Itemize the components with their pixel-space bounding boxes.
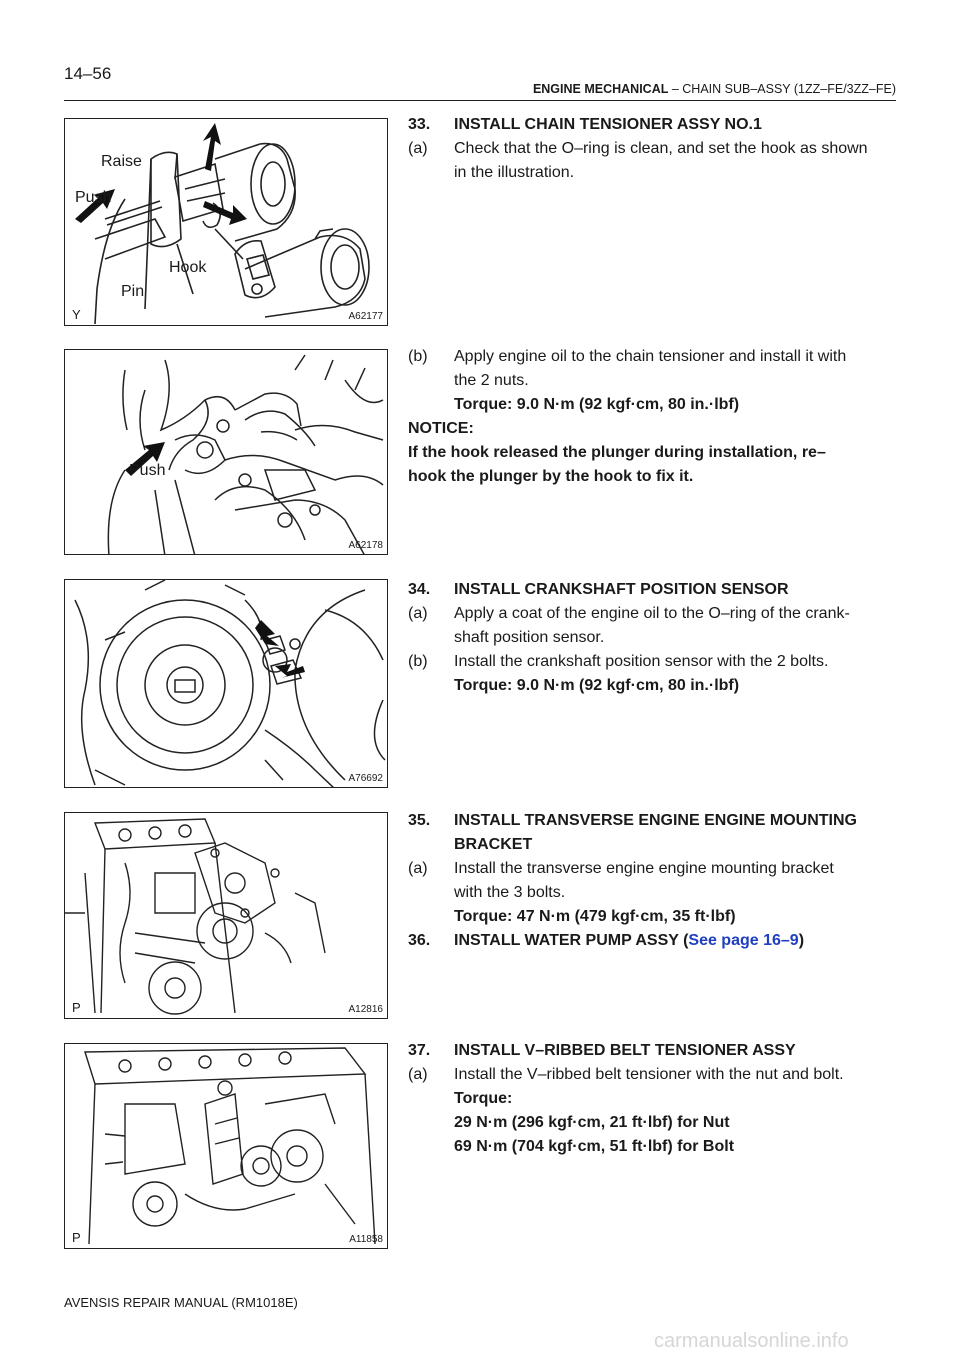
torque-spec-nut: 29 N·m (296 kgf·cm, 21 ft·lbf) for Nut (454, 1114, 730, 1131)
crankshaft-sensor-illustration (65, 580, 388, 788)
substep-text: Apply engine oil to the chain tensioner and install it with (454, 348, 847, 365)
substep-label: (b) (408, 348, 428, 365)
figure-code: A62178 (348, 540, 383, 551)
step-title-close: ) (798, 932, 805, 949)
label-push: Push (75, 189, 112, 206)
figure-mounting-bracket (64, 812, 388, 1019)
header-subsection: CHAIN SUB–ASSY (1ZZ–FE/3ZZ–FE) (682, 82, 896, 96)
substep-label: (a) (408, 140, 428, 157)
figure-code: A76692 (348, 773, 383, 784)
substep-text: Install the V–ribbed belt tensioner with the nut and bolt. (454, 1066, 844, 1083)
step-number: 34. (408, 581, 431, 598)
torque-spec: Torque: 47 N·m (479 kgf·cm, 35 ft·lbf) (454, 908, 736, 925)
substep-text-cont: the 2 nuts. (454, 372, 529, 389)
substep-text-cont: in the illustration. (454, 164, 575, 181)
instructions-column (408, 113, 896, 1273)
figure-code: A62177 (348, 311, 383, 322)
step-number: 36. (408, 932, 431, 949)
see-page-link[interactable]: See page 16–9 (688, 932, 799, 949)
step-title: INSTALL CRANKSHAFT POSITION SENSOR (454, 581, 789, 598)
header-rule (64, 100, 896, 101)
torque-label: Torque: (454, 1090, 513, 1107)
figure-code: A11858 (349, 1234, 383, 1245)
figure-belt-tensioner (64, 1043, 388, 1249)
figure-crankshaft-sensor (64, 579, 388, 788)
figure-corner-mark: P (72, 1000, 81, 1015)
step-number: 33. (408, 116, 431, 133)
substep-text: Install the crankshaft position sensor with the 2 bolts. (454, 653, 829, 670)
substep-text: Apply a coat of the engine oil to the O–ring of the crank- (454, 605, 850, 622)
substep-text-cont: shaft position sensor. (454, 629, 605, 646)
step-number: 37. (408, 1042, 431, 1059)
torque-spec: Torque: 9.0 N·m (92 kgf·cm, 80 in.·lbf) (454, 396, 740, 413)
page-number: 14–56 (64, 64, 112, 83)
figure-install-tensioner (64, 349, 388, 555)
substep-label: (a) (408, 860, 428, 877)
notice-text: If the hook released the plunger during installation, re– (408, 444, 826, 461)
step-title: INSTALL V–RIBBED BELT TENSIONER ASSY (454, 1042, 796, 1059)
figure-code: A12816 (348, 1004, 383, 1015)
step-number: 35. (408, 812, 431, 829)
step-title-cont: BRACKET (454, 836, 533, 853)
header-separator: – (671, 82, 679, 96)
header-section: ENGINE MECHANICAL (532, 82, 669, 96)
watermark: carmanualsonline.info (654, 1330, 849, 1352)
belt-tensioner-illustration (65, 1044, 388, 1249)
substep-text: Install the transverse engine engine mounting bracket (454, 860, 834, 877)
notice-text-cont: hook the plunger by the hook to fix it. (408, 468, 694, 485)
label-push: Push (129, 462, 166, 479)
substep-text-cont: with the 3 bolts. (454, 884, 566, 901)
substep-label: (a) (408, 1066, 428, 1083)
figure-corner-mark: Y (72, 307, 81, 322)
tensioner-hook-illustration (65, 119, 388, 326)
figure-corner-mark: P (72, 1230, 81, 1245)
notice-label: NOTICE: (408, 420, 474, 437)
install-tensioner-illustration (65, 350, 388, 555)
label-pin: Pin (121, 283, 145, 300)
torque-spec-bolt: 69 N·m (704 kgf·cm, 51 ft·lbf) for Bolt (454, 1138, 735, 1155)
substep-label: (a) (408, 605, 428, 622)
step-title (454, 929, 896, 953)
substep-text: Check that the O–ring is clean, and set the hook as shown (454, 140, 868, 157)
step-title: INSTALL TRANSVERSE ENGINE ENGINE MOUNTING (454, 812, 857, 829)
page-footer: AVENSIS REPAIR MANUAL (RM1018E) (64, 1295, 298, 1310)
label-hook: Hook (169, 259, 207, 276)
step-title: INSTALL CHAIN TENSIONER ASSY NO.1 (454, 116, 762, 133)
label-raise: Raise (101, 153, 142, 170)
torque-spec: Torque: 9.0 N·m (92 kgf·cm, 80 in.·lbf) (454, 677, 740, 694)
mounting-bracket-illustration (65, 813, 388, 1019)
substep-label: (b) (408, 653, 428, 670)
step-title-text: INSTALL WATER PUMP ASSY ( (454, 932, 689, 949)
figure-chain-tensioner-hook (64, 118, 388, 326)
page-header (0, 82, 896, 96)
